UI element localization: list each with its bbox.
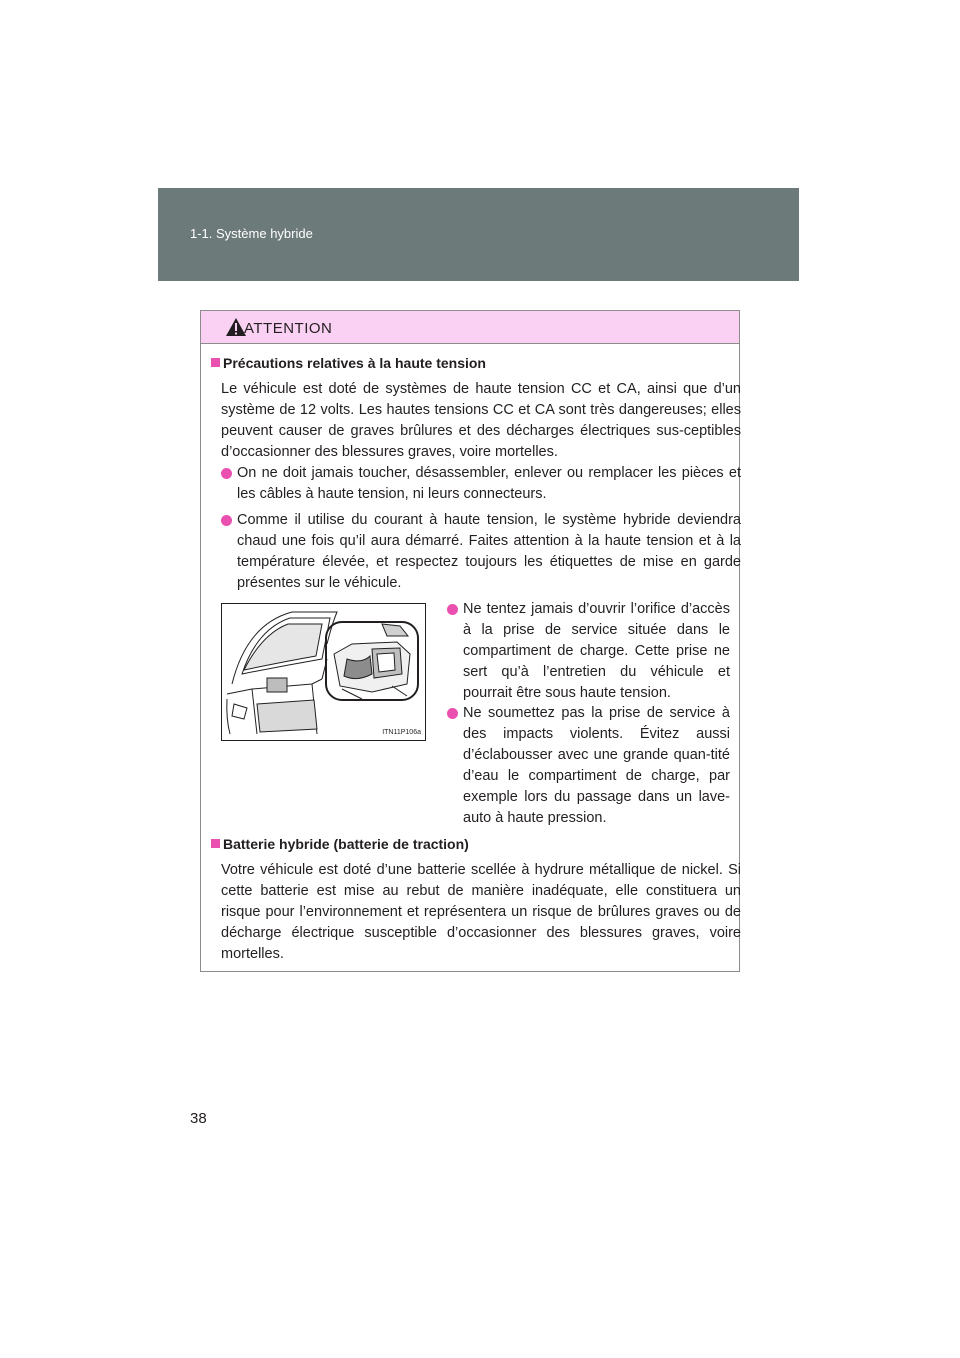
section-heading-text: Précautions relatives à la haute tension bbox=[223, 355, 486, 371]
bullet-text: Ne tentez jamais d’ouvrir l’orifice d’accès à la prise de service située dans le compartiment de charge. Cette prise ne sert qu’à l’entretien du véhicule et pourrait être sous haute tension. bbox=[463, 601, 730, 701]
figure-service-plug bbox=[221, 603, 426, 741]
bullet-text: Ne soumettez pas la prise de service à des impacts violents. Évitez aussi d’éclabousser avec une grande quan-tité d’eau le compartiment de charge, par exemple lors du passage dans un lave-auto à haute pression. bbox=[463, 705, 730, 826]
paragraph-battery: Votre véhicule est doté d’une batterie scellée à hydrure métallique de nickel. Si cette batterie est mise au rebut de manière inadéquate, elle constituera un risque pour l’environnement et représentera un risque de brûlures graves ou de décharge électrique susceptible d’occasionner des blessures graves, voire mortelles. bbox=[221, 862, 741, 962]
warning-box bbox=[200, 310, 740, 972]
bullet-text: On ne doit jamais toucher, désassembler, enlever ou remplacer les pièces et les câbles à haute tension, ni leurs connecteurs. bbox=[237, 465, 741, 502]
square-bullet-icon bbox=[211, 839, 220, 848]
bullet-dot-icon bbox=[221, 468, 232, 479]
section-heading-battery bbox=[211, 836, 469, 852]
bullet-dot-icon bbox=[221, 515, 232, 526]
section-heading-high-voltage bbox=[211, 355, 486, 371]
warning-title: ATTENTION bbox=[244, 320, 333, 337]
bullet-dot-icon bbox=[447, 708, 458, 719]
car-trunk-illustration bbox=[222, 604, 425, 740]
bullet-item bbox=[237, 510, 741, 594]
bullet-item bbox=[463, 703, 730, 829]
warning-header bbox=[201, 311, 739, 344]
page-number: 38 bbox=[190, 1110, 207, 1127]
section-heading-text: Batterie hybride (batterie de traction) bbox=[223, 836, 469, 852]
bullet-item bbox=[463, 599, 730, 704]
paragraph-intro: Le véhicule est doté de systèmes de haute tension CC et CA, ainsi que d’un système de 12 volts. Les hautes tensions CC et CA sont très dangereuses; elles peuvent causer de graves brûlures et des décharges électriques sus-ceptibles d’occasionner des blessures graves, voire mortelles. bbox=[221, 381, 741, 460]
section-title: 1-1. Système hybride bbox=[190, 226, 313, 241]
square-bullet-icon bbox=[211, 358, 220, 367]
bullet-dot-icon bbox=[447, 604, 458, 615]
bullet-item bbox=[237, 463, 741, 505]
bullet-text: Comme il utilise du courant à haute tension, le système hybride deviendra chaud une fois qu’il aura démarré. Faites attention à la haute tension et à la température élevée, et respectez toujours les étiquettes de mise en garde présentes sur le véhicule. bbox=[237, 512, 741, 591]
figure-code: ITN11P106a bbox=[382, 729, 421, 736]
